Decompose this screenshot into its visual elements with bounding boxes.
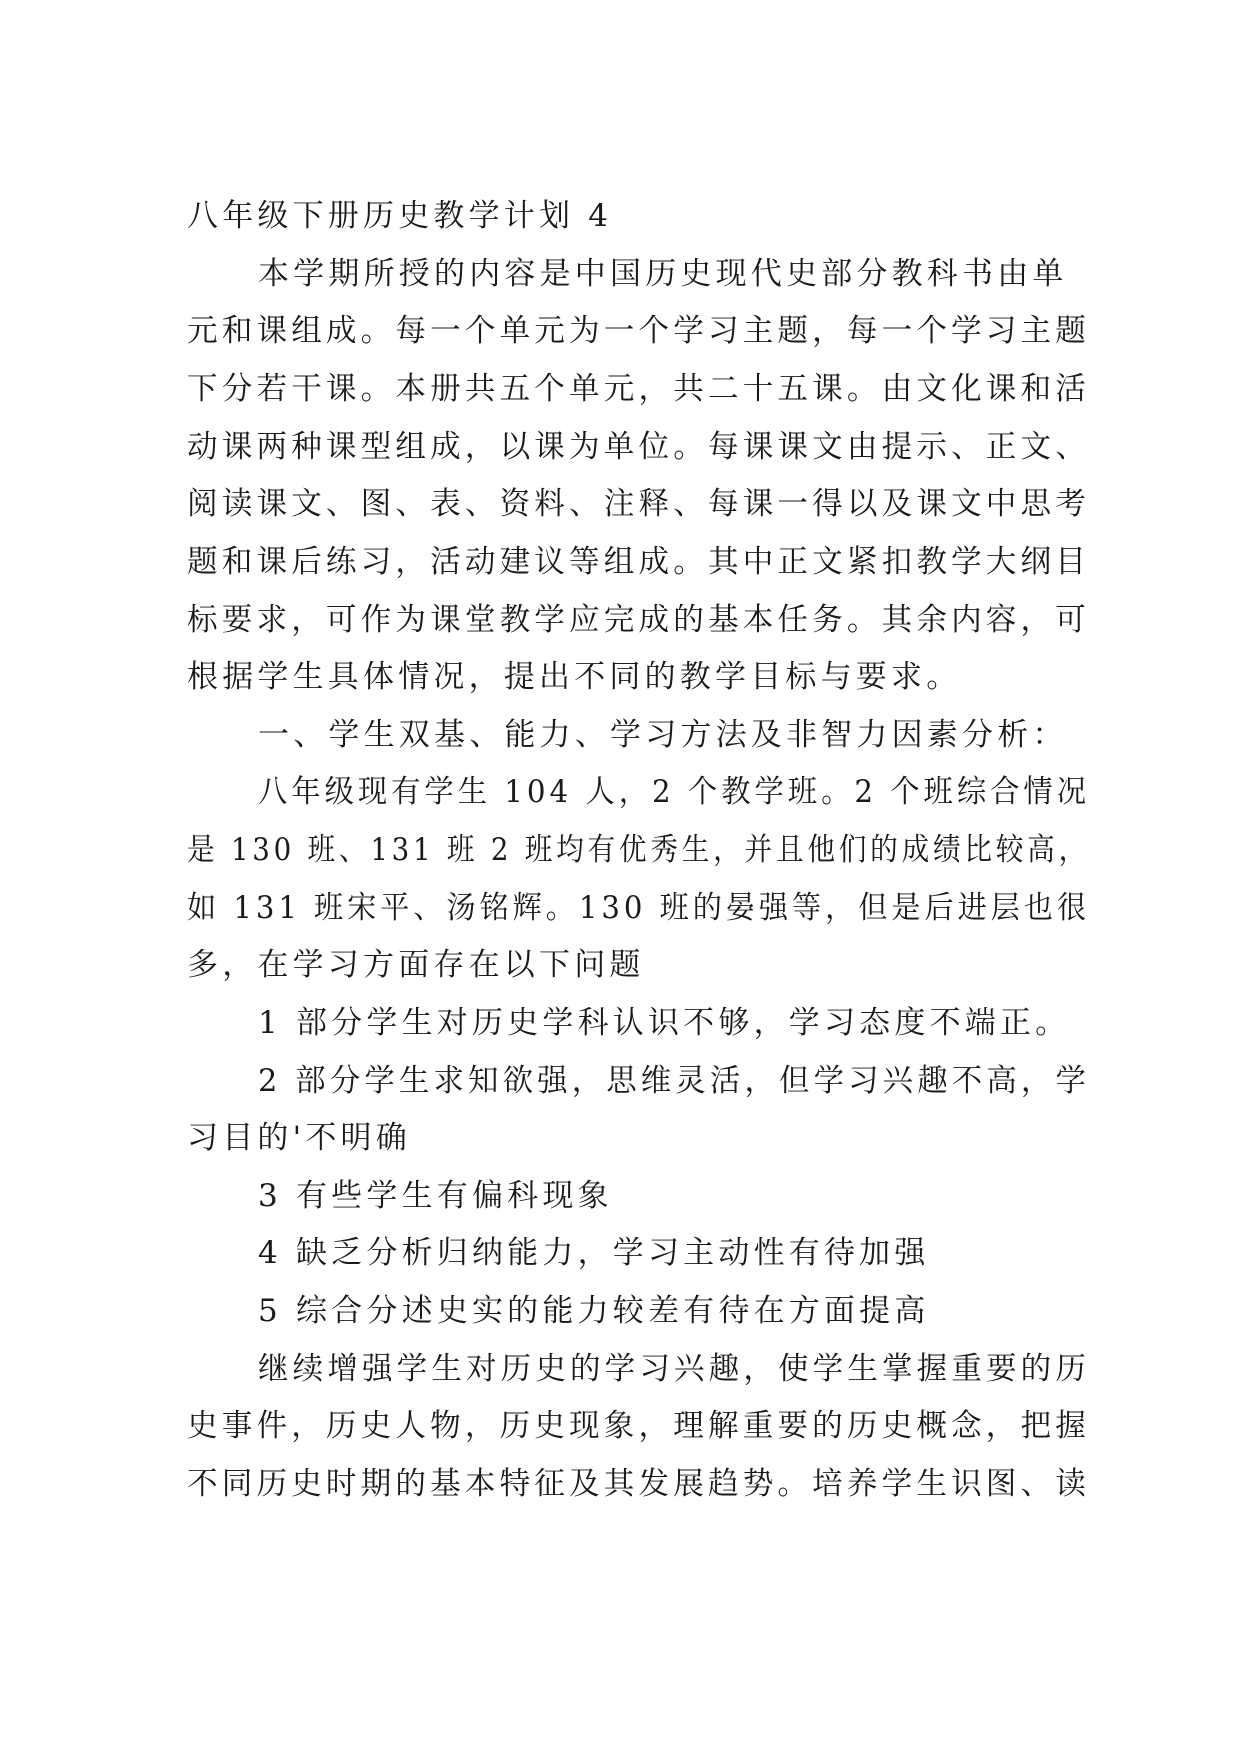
text-line: 标要求，可作为课堂教学应完成的基本任务。其余内容，可 xyxy=(187,602,1090,638)
section-heading: 一、学生双基、能力、学习方法及非智力因素分析： xyxy=(258,717,1068,753)
list-item: 3 有些学生有偏科现象 xyxy=(258,1178,613,1214)
list-item: 2 部分学生求知欲强，思维灵活，但学习兴趣不高，学 xyxy=(258,1063,1090,1099)
list-item: 5 综合分述史实的能力较差有待在方面提高 xyxy=(258,1293,930,1329)
text-line: 八年级现有学生 104 人，2 个教学班。2 个班综合情况 xyxy=(258,774,1090,810)
text-line: 下分若干课。本册共五个单元，共二十五课。由文化课和活 xyxy=(187,371,1090,407)
text-line: 动课两种课型组成，以课为单位。每课课文由提示、正文、 xyxy=(187,429,1090,465)
text-line: 继续增强学生对历史的学习兴趣，使学生掌握重要的历 xyxy=(258,1351,1090,1387)
text-line: 习目的'不明确 xyxy=(187,1120,411,1156)
list-item: 4 缺乏分析归纳能力，学习主动性有待加强 xyxy=(258,1235,930,1271)
list-item: 1 部分学生对历史学科认识不够，学习态度不端正。 xyxy=(258,1005,1071,1041)
text-line: 史事件，历史人物，历史现象，理解重要的历史概念，把握 xyxy=(187,1408,1090,1444)
text-line: 元和课组成。每一个单元为一个学习主题，每一个学习主题 xyxy=(187,313,1090,349)
text-line: 是 130 班、131 班 2 班均有优秀生，并且他们的成绩比较高， xyxy=(187,832,1090,868)
text-line: 不同历史时期的基本特征及其发展趋势。培养学生识图、读 xyxy=(187,1466,1090,1502)
text-line: 本学期所授的内容是中国历史现代史部分教科书由单 xyxy=(258,256,1068,292)
text-line: 阅读课文、图、表、资料、注释、每课一得以及课文中思考 xyxy=(187,486,1090,522)
document-title: 八年级下册历史教学计划 4 xyxy=(187,198,613,234)
text-line: 如 131 班宋平、汤铭辉。130 班的晏强等，但是后进层也很 xyxy=(187,890,1090,926)
text-line: 多，在学习方面存在以下问题 xyxy=(187,947,645,983)
text-line: 题和课后练习，活动建议等组成。其中正文紧扣教学大纲目 xyxy=(187,544,1090,580)
text-line: 根据学生具体情况，提出不同的教学目标与要求。 xyxy=(187,659,962,695)
